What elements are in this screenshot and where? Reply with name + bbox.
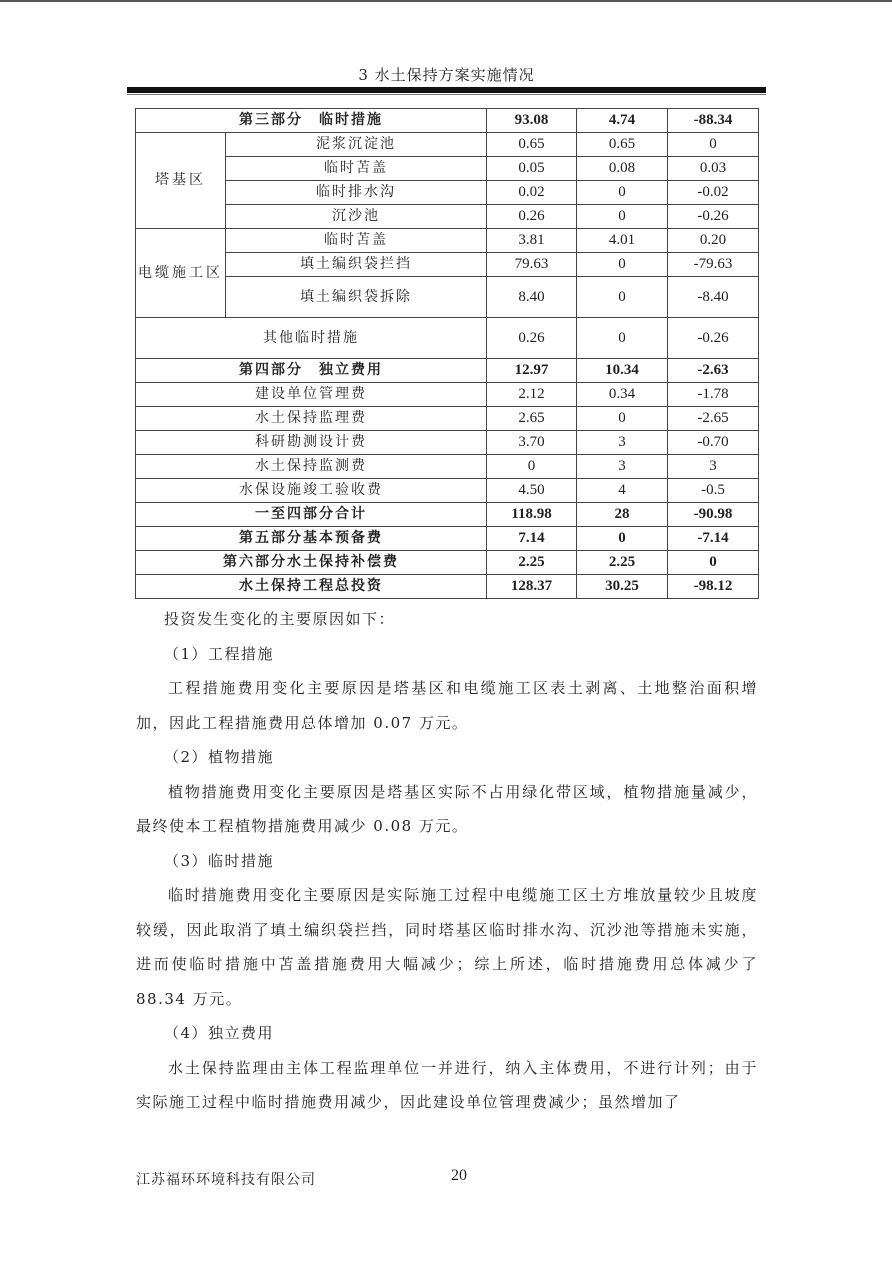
- section-heading: （3）临时措施: [164, 851, 275, 870]
- planned-amount-cell: 2.65: [487, 407, 577, 431]
- table-body: [136, 109, 759, 599]
- header-rule-thin: [127, 94, 766, 95]
- section-row: [136, 551, 759, 575]
- section-heading: （1）工程措施: [164, 644, 275, 663]
- section-row: [136, 527, 759, 551]
- section-label: 第五部分基本预备费: [136, 527, 487, 551]
- difference-cell: -90.98: [668, 503, 759, 527]
- difference-cell: -2.63: [668, 359, 759, 383]
- header-rule-thick: [127, 87, 766, 93]
- planned-amount-cell: 0.65: [487, 133, 577, 157]
- difference-cell: -0.02: [668, 181, 759, 205]
- difference-cell: -2.65: [668, 407, 759, 431]
- item-label: 填土编织袋拦挡: [226, 253, 487, 277]
- section-label: 第六部分水土保持补偿费: [136, 551, 487, 575]
- actual-amount-cell: 0: [577, 277, 668, 318]
- actual-amount-cell: 4.01: [577, 229, 668, 253]
- body-text: [136, 602, 758, 1120]
- item-label: 水保设施竣工验收费: [136, 479, 487, 503]
- difference-cell: 0.03: [668, 157, 759, 181]
- planned-amount-cell: 128.37: [487, 575, 577, 599]
- table-row: [136, 479, 759, 503]
- section-row: [136, 359, 759, 383]
- item-label: 其他临时措施: [136, 318, 487, 359]
- actual-amount-cell: 10.34: [577, 359, 668, 383]
- table-row: [136, 229, 759, 253]
- section-row: [136, 109, 759, 133]
- section-paragraph: 临时措施费用变化主要原因是实际施工过程中电缆施工区土方堆放量较少且坡度较缓，因此取消了填土编织袋拦挡，同时塔基区临时排水沟、沉沙池等措施未实施，进而使临时措施中苫盖措施费用大幅减少；综上所述，临时措施费用总体减少了 88.34 万元。: [136, 886, 758, 1008]
- actual-amount-cell: 4: [577, 479, 668, 503]
- table-row: [136, 277, 759, 318]
- difference-cell: 0: [668, 551, 759, 575]
- page-top-edge: [0, 0, 892, 2]
- difference-cell: -0.26: [668, 205, 759, 229]
- running-header-title: 3 水土保持方案实施情况: [358, 66, 535, 84]
- actual-amount-cell: 0.08: [577, 157, 668, 181]
- section-label: 一至四部分合计: [136, 503, 487, 527]
- planned-amount-cell: 2.25: [487, 551, 577, 575]
- region-label: 电缆施工区: [136, 229, 226, 318]
- actual-amount-cell: 30.25: [577, 575, 668, 599]
- actual-amount-cell: 0: [577, 407, 668, 431]
- actual-amount-cell: 0.65: [577, 133, 668, 157]
- difference-cell: -0.26: [668, 318, 759, 359]
- planned-amount-cell: 3.81: [487, 229, 577, 253]
- investment-comparison-table: [135, 108, 759, 599]
- difference-cell: -8.40: [668, 277, 759, 318]
- table-row: [136, 431, 759, 455]
- table-row: [136, 318, 759, 359]
- section-heading: （4）独立费用: [164, 1024, 275, 1042]
- actual-amount-cell: 0: [577, 527, 668, 551]
- actual-amount-cell: 28: [577, 503, 668, 527]
- section-row: [136, 503, 759, 527]
- table-row: [136, 157, 759, 181]
- section-paragraph: 水土保持监理由主体工程监理单位一并进行，纳入主体费用，不进行计列；由于实际施工过程中临时措施费用减少，因此建设单位管理费减少；虽然增加了: [136, 1058, 758, 1111]
- planned-amount-cell: 3.70: [487, 431, 577, 455]
- planned-amount-cell: 0.26: [487, 318, 577, 359]
- planned-amount-cell: 12.97: [487, 359, 577, 383]
- section-paragraph: 工程措施费用变化主要原因是塔基区和电缆施工区表土剥离、土地整治面积增加，因此工程措施费用总体增加 0.07 万元。: [136, 679, 758, 732]
- planned-amount-cell: 8.40: [487, 277, 577, 318]
- actual-amount-cell: 0: [577, 205, 668, 229]
- planned-amount-cell: 79.63: [487, 253, 577, 277]
- difference-cell: 0.20: [668, 229, 759, 253]
- table-row: [136, 407, 759, 431]
- difference-cell: -1.78: [668, 383, 759, 407]
- section-paragraph: 植物措施费用变化主要原因是塔基区实际不占用绿化带区域，植物措施量减少，最终使本工程植物措施费用减少 0.08 万元。: [136, 782, 758, 835]
- table-row: [136, 383, 759, 407]
- item-label: 建设单位管理费: [136, 383, 487, 407]
- planned-amount-cell: 0.26: [487, 205, 577, 229]
- intro-paragraph: 投资发生变化的主要原因如下：: [164, 610, 396, 628]
- actual-amount-cell: 3: [577, 455, 668, 479]
- difference-cell: 0: [668, 133, 759, 157]
- actual-amount-cell: 4.74: [577, 109, 668, 133]
- table-row: [136, 133, 759, 157]
- actual-amount-cell: 3: [577, 431, 668, 455]
- table-row: [136, 455, 759, 479]
- item-label: 水土保持监测费: [136, 455, 487, 479]
- item-label: 临时苫盖: [226, 229, 487, 253]
- planned-amount-cell: 118.98: [487, 503, 577, 527]
- planned-amount-cell: 0.05: [487, 157, 577, 181]
- difference-cell: 3: [668, 455, 759, 479]
- planned-amount-cell: 93.08: [487, 109, 577, 133]
- difference-cell: -0.5: [668, 479, 759, 503]
- planned-amount-cell: 0.02: [487, 181, 577, 205]
- item-label: 科研勘测设计费: [136, 431, 487, 455]
- actual-amount-cell: 0: [577, 253, 668, 277]
- actual-amount-cell: 0: [577, 181, 668, 205]
- item-label: 临时苫盖: [226, 157, 487, 181]
- section-label: 第四部分 独立费用: [136, 359, 487, 383]
- table-row: [136, 205, 759, 229]
- item-label: 泥浆沉淀池: [226, 133, 487, 157]
- item-label: 水土保持监理费: [136, 407, 487, 431]
- actual-amount-cell: 0: [577, 318, 668, 359]
- table-row: [136, 253, 759, 277]
- difference-cell: -0.70: [668, 431, 759, 455]
- region-label: 塔基区: [136, 133, 226, 229]
- footer-page-number: 20: [451, 1167, 467, 1184]
- item-label: 沉沙池: [226, 205, 487, 229]
- footer-company-name: 江苏福环环境科技有限公司: [136, 1172, 316, 1188]
- planned-amount-cell: 2.12: [487, 383, 577, 407]
- difference-cell: -98.12: [668, 575, 759, 599]
- difference-cell: -7.14: [668, 527, 759, 551]
- planned-amount-cell: 0: [487, 455, 577, 479]
- item-label: 临时排水沟: [226, 181, 487, 205]
- difference-cell: -79.63: [668, 253, 759, 277]
- section-row: [136, 575, 759, 599]
- table-row: [136, 181, 759, 205]
- section-label: 第三部分 临时措施: [136, 109, 487, 133]
- item-label: 填土编织袋拆除: [226, 277, 487, 318]
- section-heading: （2）植物措施: [164, 748, 275, 766]
- actual-amount-cell: 2.25: [577, 551, 668, 575]
- planned-amount-cell: 4.50: [487, 479, 577, 503]
- difference-cell: -88.34: [668, 109, 759, 133]
- section-label: 水土保持工程总投资: [136, 575, 487, 599]
- planned-amount-cell: 7.14: [487, 527, 577, 551]
- actual-amount-cell: 0.34: [577, 383, 668, 407]
